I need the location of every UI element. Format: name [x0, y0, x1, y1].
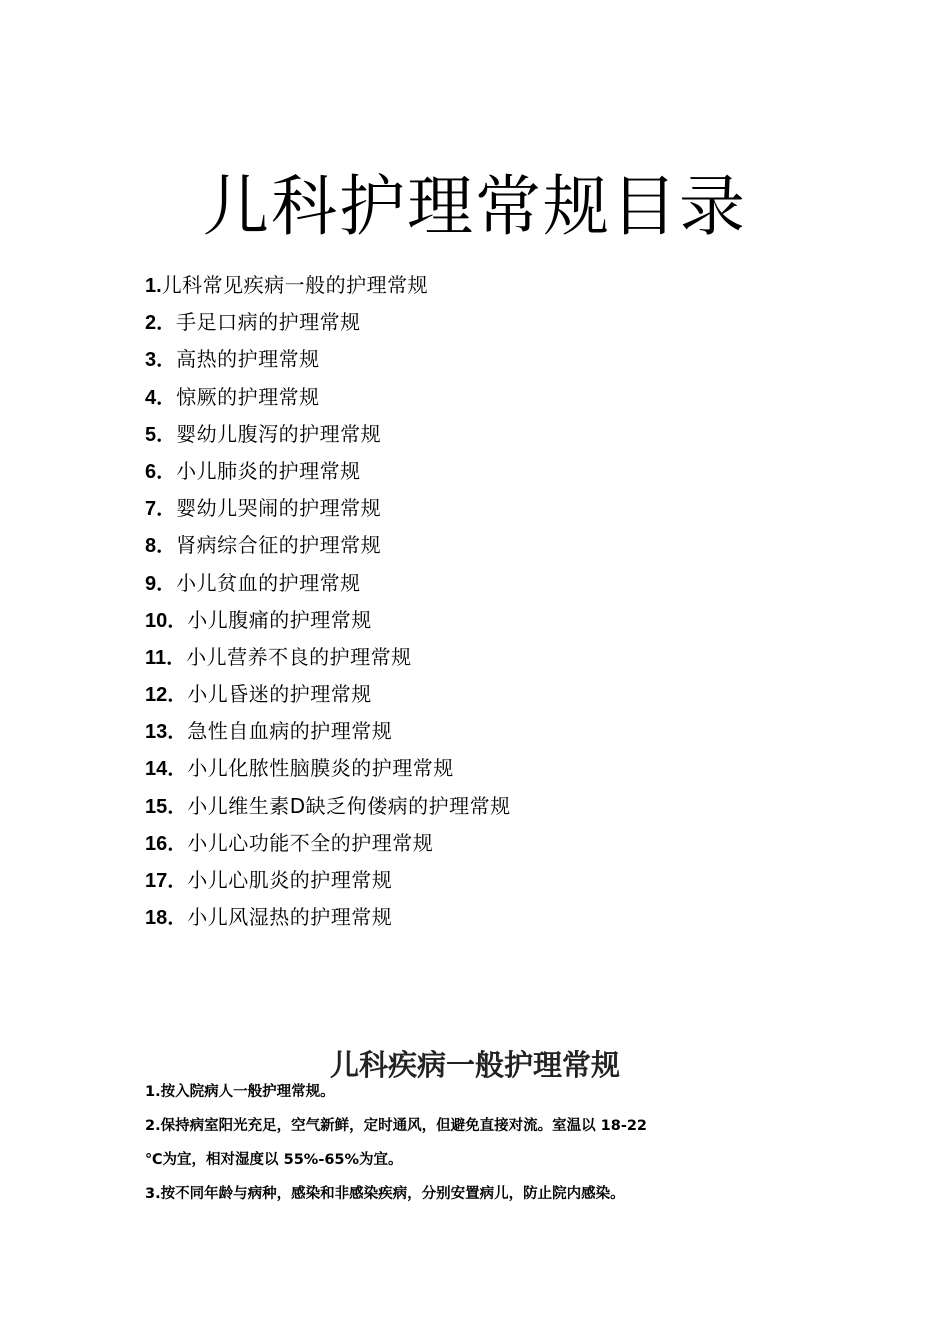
toc-number: 2． — [145, 312, 177, 335]
toc-number: 16． — [145, 832, 188, 855]
toc-item-16 — [145, 825, 511, 862]
toc-label: 肾病综合征的护理常规 — [176, 533, 382, 558]
toc-number: 3． — [145, 349, 177, 372]
toc-item-14 — [145, 750, 511, 787]
toc-number: 5． — [145, 423, 177, 446]
toc-number: 18． — [145, 907, 188, 930]
toc-number: 4． — [145, 386, 177, 409]
toc-number: 11． — [145, 646, 187, 669]
toc-item-10 — [145, 602, 511, 639]
toc-item-11 — [145, 639, 511, 676]
toc-number: 12． — [145, 684, 188, 707]
paragraph-2-line-2: ℃为宜，相对湿度以 55%-65%为宜。 — [145, 1152, 403, 1168]
toc-item-2 — [145, 304, 511, 341]
toc-label: 儿科常见疾病一般的护理常规 — [161, 273, 429, 297]
toc-number: 10． — [145, 609, 188, 632]
toc-item-8 — [145, 527, 511, 564]
toc-label: 小儿营养不良的护理常规 — [186, 644, 412, 669]
toc-label: 小儿心肌炎的护理常规 — [187, 868, 393, 892]
toc-label: 手足口病的护理常规 — [176, 310, 361, 335]
toc-item-4 — [145, 379, 511, 416]
paragraph-2-line-1: 2.保持病室阳光充足，空气新鲜，定时通风，但避免直接对流。室温以 18-22 — [145, 1118, 648, 1134]
toc-item-7 — [145, 490, 511, 527]
toc-item-12 — [145, 676, 511, 713]
toc-number: 14． — [145, 758, 188, 781]
toc-item-13 — [145, 713, 511, 750]
toc-number: 17． — [145, 870, 188, 892]
toc-number: 13． — [145, 721, 188, 744]
toc-item-9 — [145, 565, 511, 602]
toc-label: 小儿化脓性脑膜炎的护理常规 — [187, 756, 454, 781]
toc-number: 15． — [145, 795, 188, 818]
toc-number: 6． — [145, 460, 177, 483]
toc-number: 1. — [145, 275, 162, 297]
paragraph-1: 1.按入院病人一般护理常规。 — [145, 1084, 335, 1100]
toc-label: 惊厥的护理常规 — [176, 384, 320, 409]
toc-label: 急性自血病的护理常规 — [187, 719, 393, 744]
toc-label: 婴幼儿哭闹的护理常规 — [176, 496, 382, 521]
toc-item-3 — [145, 341, 511, 378]
toc-item-17 — [145, 862, 511, 899]
table-of-contents — [145, 267, 511, 936]
toc-number: 9． — [145, 572, 177, 595]
section-title: 儿科疾病一般护理常规 — [329, 1048, 620, 1083]
page-title: 儿科护理常规目录 — [203, 168, 747, 246]
toc-label: 小儿腹痛的护理常规 — [187, 607, 372, 632]
toc-item-1 — [145, 267, 511, 304]
toc-number: 7． — [145, 498, 177, 521]
toc-item-18 — [145, 899, 511, 936]
toc-item-6 — [145, 453, 511, 490]
toc-label: 小儿心功能不全的护理常规 — [187, 830, 434, 855]
toc-label: 小儿肺炎的护理常规 — [176, 458, 361, 483]
toc-label: 高热的护理常规 — [176, 347, 320, 372]
toc-label: 小儿风湿热的护理常规 — [187, 905, 393, 930]
toc-label: 小儿昏迷的护理常规 — [187, 682, 372, 707]
toc-number: 8． — [145, 535, 177, 558]
toc-label: 小儿维生素D缺乏佝偻病的护理常规 — [187, 793, 511, 818]
toc-item-5 — [145, 416, 511, 453]
paragraph-3: 3.按不同年龄与病种，感染和非感染疾病，分别安置病儿，防止院内感染。 — [145, 1186, 625, 1202]
toc-label: 小儿贫血的护理常规 — [176, 570, 361, 595]
toc-item-15 — [145, 788, 511, 825]
toc-label: 婴幼儿腹泻的护理常规 — [176, 421, 382, 446]
